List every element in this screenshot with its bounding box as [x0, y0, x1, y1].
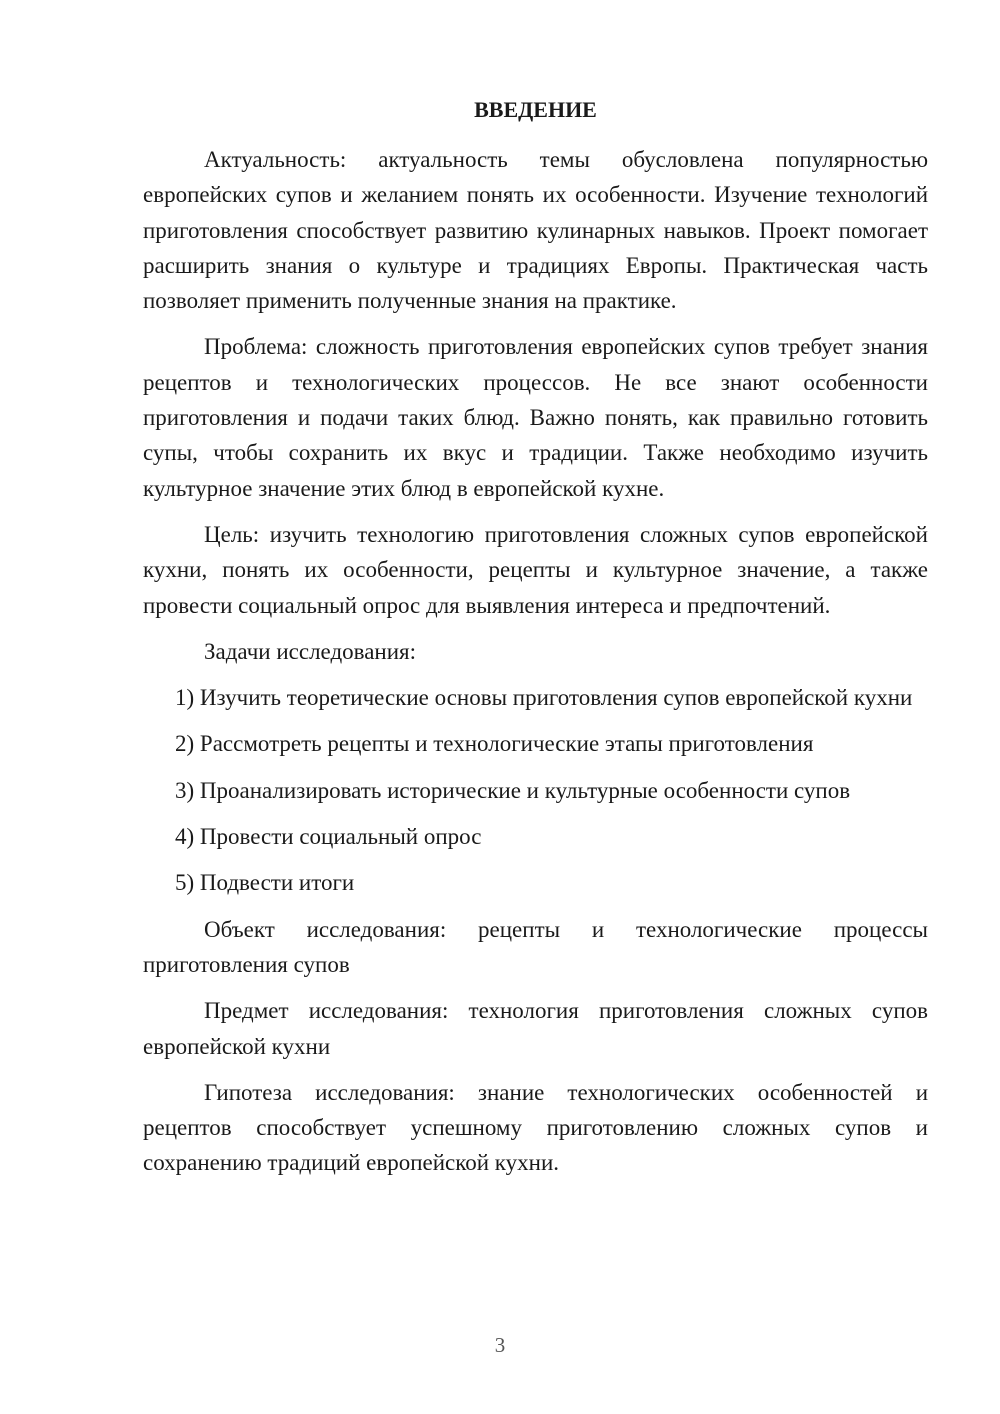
problem-paragraph: Проблема: сложность приготовления европейских супов требует знания рецептов и технологических процессов. Не все знают особенности приготовления и подачи таких блюд. Важно понять, как правильно готовить супы, чтобы сохранить их вкус и традиции. Также необходимо изучить культурное значение этих блюд в европейской кухне. — [143, 334, 928, 501]
task-item-1: 1) Изучить теоретические основы приготовления супов европейской кухни — [175, 685, 913, 711]
task-item-4: 4) Провести социальный опрос — [175, 824, 482, 850]
tasks-heading: Задачи исследования: — [204, 638, 417, 664]
goal-paragraph: Цель: изучить технологию приготовления сложных супов европейской кухни, понять их особенности, рецепты и культурное значение, а также провести социальный опрос для выявления интереса и предпочтений. — [143, 521, 928, 618]
relevance-paragraph: Актуальность: актуальность темы обусловлена популярностью европейских супов и желанием понять их особенности. Изучение технологий приготовления способствует развитию кулинарных навыков. Проект помогает расширить знания о культуре и традициях Европы. Практическая часть позволяет применить полученные знания на практике. — [143, 147, 928, 314]
task-item-2: 2) Рассмотреть рецепты и технологические этапы приготовления — [175, 731, 814, 757]
page-number: 3 — [494, 1333, 506, 1357]
page-title: ВВЕДЕНИЕ — [474, 97, 597, 122]
object-paragraph: Объект исследования: рецепты и технологические процессы приготовления супов — [143, 916, 928, 977]
task-item-5: 5) Подвести итоги — [175, 870, 355, 896]
document-page — [143, 92, 928, 1192]
task-item-3: 3) Проанализировать исторические и культурные особенности супов — [175, 777, 851, 803]
subject-paragraph: Предмет исследования: технология приготовления сложных супов европейской кухни — [143, 998, 928, 1059]
hypothesis-paragraph: Гипотеза исследования: знание технологических особенностей и рецептов способствует успешному приготовлению сложных супов и сохранению традиций европейской кухни. — [143, 1079, 928, 1176]
